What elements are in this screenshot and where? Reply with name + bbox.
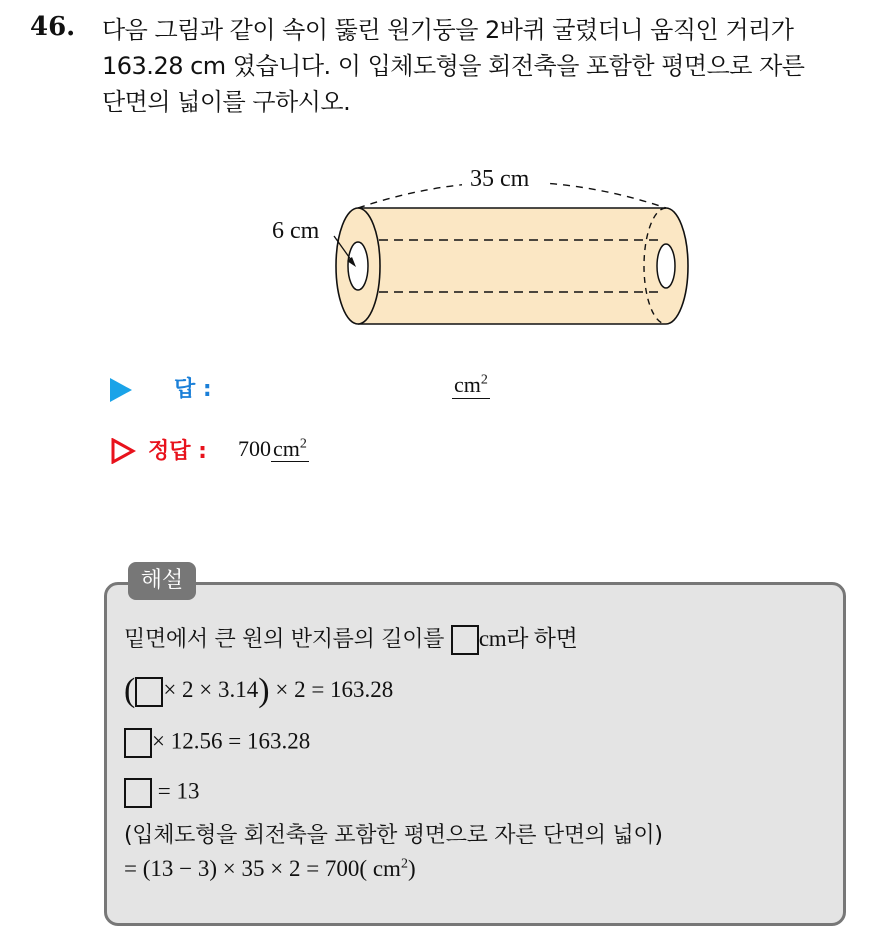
explanation-line-5: (입체도형을 회전축을 포함한 평면으로 자른 단면의 넓이) [124, 823, 663, 848]
radius-label: 6 cm [272, 218, 320, 244]
explanation-line-3: × 12.56 = 163.28 [124, 728, 310, 758]
length-label: 35 cm [470, 166, 530, 192]
explanation-tag: 해설 [128, 562, 196, 600]
outline-triangle-icon [110, 438, 136, 464]
hollow-cylinder-figure [230, 160, 710, 340]
answer-unit: $cm^2$ [454, 372, 488, 397]
explanation-line-4: = 13 [124, 778, 199, 808]
blank-box [451, 625, 479, 655]
question-text [102, 12, 872, 120]
question-number: 46. [30, 12, 76, 42]
explanation-line-2: ( × 2 × 3.14) × 2 = 163.28 [124, 672, 394, 709]
right-hole [657, 244, 675, 288]
solution-value: $700cm^2$ [238, 436, 307, 461]
explanation-line-6: = (13 − 3) × 35 × 2 = 700( $cm^2$) [124, 856, 416, 881]
blank-box [124, 728, 152, 758]
question-line-1: 다음 그림과 같이 속이 뚫린 원기둥을 2바퀴 굴렸더니 움직인 거리가 [102, 16, 794, 44]
play-triangle-icon [110, 378, 132, 402]
left-hole [348, 242, 368, 290]
blank-box [124, 778, 152, 808]
answer-label: 답 : [174, 377, 212, 402]
cylinder-body [336, 208, 688, 324]
question-line-3: 단면의 넓이를 구하시오. [102, 88, 351, 116]
answer-row [110, 372, 610, 406]
blank-box [135, 677, 163, 707]
explanation-line-1: 밑면에서 큰 원의 반지름의 길이를 cm라 하면 [124, 620, 578, 655]
solution-row [110, 434, 610, 468]
solution-label: 정답 : [148, 439, 207, 464]
question-line-2: 163.28 cm 였습니다. 이 입체도형을 회전축을 포함한 평면으로 자른 [102, 52, 805, 80]
